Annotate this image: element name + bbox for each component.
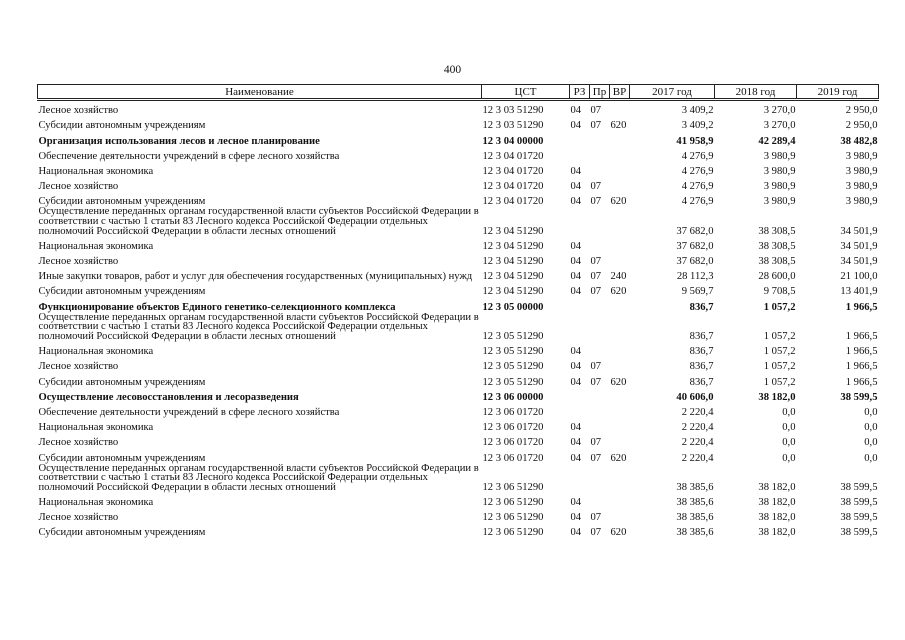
- row-name: Обеспечение деятельности учреждений в сфере лесного хозяйства: [38, 150, 340, 162]
- row-pr: 07: [590, 286, 602, 298]
- row-pr: [590, 147, 610, 162]
- row-name: Осуществление переданных органам государственной власти субъектов Российской Федерации в соответствии с частью 1 статьи 83 Лесного кодекса Российской Федерации отдельных полномочий Российской Федерации в области лесных отношений: [38, 312, 479, 343]
- row-pr: [590, 464, 610, 493]
- row-vr: [610, 297, 630, 312]
- row-name: Лесное хозяйство: [38, 437, 119, 449]
- table-row: [38, 433, 879, 448]
- row-vr: 620: [610, 286, 627, 298]
- table-row: [38, 297, 879, 312]
- row-cst: 12 3 06 51290: [482, 512, 544, 524]
- row-cst: 12 3 06 51290: [482, 497, 544, 509]
- row-cst: 12 3 04 51290: [482, 256, 544, 268]
- row-value-2019: 2 950,0: [845, 120, 878, 132]
- table-row: [38, 403, 879, 418]
- row-value-2018: 3 980,9: [763, 165, 796, 177]
- row-name: Организация использования лесов и лесное планирование: [38, 135, 320, 147]
- row-value-2019: 1 966,5: [845, 331, 878, 343]
- row-cst: 12 3 03 51290: [482, 105, 544, 117]
- row-name: Осуществление переданных органам государственной власти субъектов Российской Федерации в соответствии с частью 1 статьи 83 Лесного кодекса Российской Федерации отдельных полномочий Российской Федерации в области лесных отношений: [38, 207, 479, 237]
- table-row: [38, 357, 879, 372]
- row-value-2017: 41 958,9: [676, 135, 714, 147]
- table-row: [38, 448, 879, 463]
- row-value-2018: 38 308,5: [758, 256, 796, 268]
- row-rz: 04: [570, 361, 582, 373]
- row-value-2019: 34 501,9: [840, 256, 878, 268]
- row-value-2017: 4 276,9: [681, 150, 714, 162]
- row-name: Субсидии автономным учреждениям: [38, 196, 206, 208]
- row-value-2017: 3 409,2: [681, 105, 714, 117]
- row-name: Субсидии автономным учреждениям: [38, 527, 206, 539]
- row-name: Функционирование объектов Единого генетико-селекционного комплекса: [38, 301, 396, 313]
- row-rz: 04: [570, 181, 582, 193]
- table-header-row: [38, 85, 879, 100]
- row-pr: 07: [590, 120, 602, 132]
- row-value-2019: 3 980,9: [845, 181, 878, 193]
- table-row: [38, 372, 879, 387]
- row-value-2017: 836,7: [689, 376, 714, 388]
- row-value-2017: 836,7: [689, 361, 714, 373]
- row-value-2017: 38 385,6: [676, 512, 714, 524]
- table-row: [38, 192, 879, 207]
- row-value-2018: 38 182,0: [758, 527, 796, 539]
- header-pr: Пр: [590, 85, 610, 100]
- row-pr: [590, 237, 610, 252]
- row-cst: 12 3 06 01720: [482, 406, 544, 418]
- row-value-2018: 1 057,2: [763, 301, 796, 313]
- budget-table: [37, 84, 879, 538]
- row-value-2019: 38 599,5: [840, 527, 878, 539]
- row-rz: 04: [570, 437, 582, 449]
- row-pr: [590, 207, 610, 236]
- row-pr: 07: [590, 271, 602, 283]
- row-vr: [610, 464, 630, 493]
- row-rz: [570, 313, 590, 342]
- row-value-2018: 3 270,0: [763, 105, 796, 117]
- row-value-2018: 0,0: [782, 406, 796, 418]
- row-rz: 04: [570, 286, 582, 298]
- row-vr: [610, 418, 630, 433]
- row-vr: [610, 131, 630, 146]
- row-rz: 04: [570, 240, 582, 252]
- row-rz: [570, 297, 590, 312]
- header-2019: 2019 год: [797, 85, 879, 100]
- row-value-2018: 38 182,0: [758, 497, 796, 509]
- row-value-2019: 3 980,9: [845, 165, 878, 177]
- row-name: Лесное хозяйство: [38, 256, 119, 268]
- header-2018: 2018 год: [715, 85, 797, 100]
- row-name: Осуществление переданных органам государственной власти субъектов Российской Федерации в соответствии с частью 1 статьи 83 Лесного кодекса Российской Федерации отдельных полномочий Российской Федерации в области лесных отношений: [38, 463, 479, 493]
- row-cst: 12 3 04 51290: [482, 240, 544, 252]
- row-vr: [610, 237, 630, 252]
- row-rz: [570, 207, 590, 236]
- row-value-2017: 3 409,2: [681, 120, 714, 132]
- row-pr: [590, 313, 610, 342]
- table-row: [38, 282, 879, 297]
- row-value-2017: 2 220,4: [681, 452, 714, 464]
- row-value-2018: 9 708,5: [763, 286, 796, 298]
- table-row: [38, 237, 879, 252]
- row-cst: 12 3 04 51290: [482, 286, 544, 298]
- row-value-2019: 1 966,5: [845, 301, 878, 313]
- header-2017: 2017 год: [630, 85, 715, 100]
- row-vr: [610, 162, 630, 177]
- row-value-2019: 38 482,8: [840, 135, 878, 147]
- row-vr: 620: [610, 452, 627, 464]
- row-value-2017: 4 276,9: [681, 181, 714, 193]
- row-cst: 12 3 06 01720: [482, 452, 544, 464]
- row-value-2019: 38 599,5: [840, 497, 878, 509]
- row-cst: 12 3 04 00000: [482, 135, 544, 147]
- table-row: [38, 464, 879, 493]
- table-row: [38, 100, 879, 117]
- row-name: Субсидии автономным учреждениям: [38, 120, 206, 132]
- row-value-2019: 0,0: [864, 452, 878, 464]
- row-name: Осуществление лесовосстановления и лесоразведения: [38, 391, 299, 403]
- row-vr: [610, 493, 630, 508]
- row-vr: 620: [610, 120, 627, 132]
- row-rz: [570, 464, 590, 493]
- row-cst: 12 3 05 51290: [482, 346, 544, 358]
- row-vr: [610, 147, 630, 162]
- row-value-2018: 0,0: [782, 422, 796, 434]
- row-vr: [610, 313, 630, 342]
- row-name: Лесное хозяйство: [38, 181, 119, 193]
- row-value-2018: 3 980,9: [763, 181, 796, 193]
- row-value-2017: 2 220,4: [681, 437, 714, 449]
- row-name: Обеспечение деятельности учреждений в сфере лесного хозяйства: [38, 406, 340, 418]
- row-vr: 620: [610, 376, 627, 388]
- row-rz: [570, 131, 590, 146]
- row-cst: 12 3 06 51290: [482, 481, 544, 493]
- row-name: Национальная экономика: [38, 240, 154, 252]
- table-body: [38, 100, 879, 539]
- row-name: Субсидии автономным учреждениям: [38, 376, 206, 388]
- table-row: [38, 523, 879, 538]
- row-value-2017: 40 606,0: [676, 391, 714, 403]
- row-pr: [590, 388, 610, 403]
- row-value-2017: 9 569,7: [681, 286, 714, 298]
- row-vr: 620: [610, 527, 627, 539]
- table-row: [38, 342, 879, 357]
- row-pr: 07: [590, 437, 602, 449]
- row-cst: 12 3 05 00000: [482, 301, 544, 313]
- row-value-2019: 21 100,0: [840, 271, 878, 283]
- header-vr: ВР: [610, 85, 630, 100]
- row-vr: [610, 508, 630, 523]
- row-value-2017: 836,7: [689, 346, 714, 358]
- row-rz: 04: [570, 120, 582, 132]
- row-pr: [590, 162, 610, 177]
- row-pr: 07: [590, 181, 602, 193]
- row-rz: 04: [570, 452, 582, 464]
- row-rz: 04: [570, 497, 582, 509]
- row-value-2017: 38 385,6: [676, 481, 714, 493]
- row-pr: 07: [590, 512, 602, 524]
- row-value-2017: 4 276,9: [681, 165, 714, 177]
- row-pr: 07: [590, 527, 602, 539]
- row-value-2018: 28 600,0: [758, 271, 796, 283]
- row-value-2019: 38 599,5: [840, 512, 878, 524]
- row-pr: [590, 297, 610, 312]
- row-value-2018: 3 980,9: [763, 196, 796, 208]
- row-pr: 07: [590, 256, 602, 268]
- table-row: [38, 493, 879, 508]
- row-value-2017: 37 682,0: [676, 240, 714, 252]
- row-name: Национальная экономика: [38, 165, 154, 177]
- table-row: [38, 131, 879, 146]
- row-name: Национальная экономика: [38, 497, 154, 509]
- header-cst: ЦСТ: [482, 85, 570, 100]
- row-rz: 04: [570, 271, 582, 283]
- row-rz: 04: [570, 346, 582, 358]
- row-name: Лесное хозяйство: [38, 512, 119, 524]
- row-value-2019: 2 950,0: [845, 105, 878, 117]
- row-value-2017: 836,7: [689, 331, 714, 343]
- row-value-2019: 34 501,9: [840, 240, 878, 252]
- row-vr: [610, 433, 630, 448]
- table-row: [38, 147, 879, 162]
- row-pr: [590, 493, 610, 508]
- row-pr: [590, 418, 610, 433]
- row-cst: 12 3 04 01720: [482, 165, 544, 177]
- row-cst: 12 3 04 51290: [482, 271, 544, 283]
- row-rz: [570, 403, 590, 418]
- row-cst: 12 3 04 01720: [482, 181, 544, 193]
- row-pr: 07: [590, 105, 602, 117]
- row-value-2017: 2 220,4: [681, 406, 714, 418]
- row-value-2018: 0,0: [782, 452, 796, 464]
- row-cst: 12 3 05 51290: [482, 331, 544, 343]
- row-vr: [610, 388, 630, 403]
- row-pr: [590, 131, 610, 146]
- row-name: Субсидии автономным учреждениям: [38, 286, 206, 298]
- row-rz: [570, 147, 590, 162]
- row-value-2018: 1 057,2: [763, 376, 796, 388]
- row-value-2017: 38 385,6: [676, 527, 714, 539]
- row-rz: 04: [570, 256, 582, 268]
- row-pr: [590, 342, 610, 357]
- row-value-2019: 0,0: [864, 437, 878, 449]
- table-row: [38, 418, 879, 433]
- row-value-2018: 38 308,5: [758, 240, 796, 252]
- row-name: Субсидии автономным учреждениям: [38, 452, 206, 464]
- row-value-2017: 37 682,0: [676, 225, 714, 237]
- row-value-2018: 0,0: [782, 437, 796, 449]
- row-cst: 12 3 03 51290: [482, 120, 544, 132]
- row-value-2018: 1 057,2: [763, 331, 796, 343]
- row-value-2017: 38 385,6: [676, 497, 714, 509]
- row-vr: [610, 252, 630, 267]
- table-row: [38, 508, 879, 523]
- row-rz: 04: [570, 512, 582, 524]
- row-pr: 07: [590, 361, 602, 373]
- row-rz: 04: [570, 376, 582, 388]
- row-value-2019: 3 980,9: [845, 150, 878, 162]
- row-cst: 12 3 05 51290: [482, 376, 544, 388]
- row-cst: 12 3 04 01720: [482, 196, 544, 208]
- row-value-2019: 34 501,9: [840, 225, 878, 237]
- row-rz: 04: [570, 105, 582, 117]
- row-value-2017: 4 276,9: [681, 196, 714, 208]
- row-name: Национальная экономика: [38, 422, 154, 434]
- row-value-2019: 1 966,5: [845, 376, 878, 388]
- row-value-2017: 37 682,0: [676, 256, 714, 268]
- row-rz: 04: [570, 165, 582, 177]
- row-name: Иные закупки товаров, работ и услуг для обеспечения государственных (муниципальных) нужд: [38, 271, 473, 283]
- row-cst: 12 3 05 51290: [482, 361, 544, 373]
- row-value-2018: 38 182,0: [758, 391, 796, 403]
- row-vr: [610, 403, 630, 418]
- row-vr: [610, 342, 630, 357]
- row-cst: 12 3 06 01720: [482, 437, 544, 449]
- row-value-2019: 38 599,5: [840, 391, 878, 403]
- row-cst: 12 3 06 01720: [482, 422, 544, 434]
- row-value-2019: 38 599,5: [840, 481, 878, 493]
- row-value-2018: 1 057,2: [763, 346, 796, 358]
- row-value-2017: 836,7: [689, 301, 714, 313]
- table-row: [38, 207, 879, 236]
- row-cst: 12 3 06 51290: [482, 527, 544, 539]
- row-vr: 240: [610, 271, 627, 283]
- row-value-2019: 0,0: [864, 422, 878, 434]
- table-row: [38, 267, 879, 282]
- row-vr: [610, 177, 630, 192]
- row-value-2018: 3 980,9: [763, 150, 796, 162]
- row-value-2018: 38 182,0: [758, 512, 796, 524]
- row-name: Лесное хозяйство: [38, 105, 119, 117]
- table-row: [38, 162, 879, 177]
- row-pr: 07: [590, 196, 602, 208]
- row-vr: [610, 207, 630, 236]
- row-value-2018: 38 182,0: [758, 481, 796, 493]
- row-vr: [610, 100, 630, 117]
- row-value-2019: 13 401,9: [840, 286, 878, 298]
- row-value-2017: 28 112,3: [676, 271, 714, 283]
- row-value-2018: 42 289,4: [758, 135, 796, 147]
- row-value-2019: 0,0: [864, 406, 878, 418]
- row-cst: 12 3 04 01720: [482, 150, 544, 162]
- header-rz: РЗ: [570, 85, 590, 100]
- row-rz: 04: [570, 422, 582, 434]
- table-row: [38, 388, 879, 403]
- table-row: [38, 252, 879, 267]
- row-pr: 07: [590, 452, 602, 464]
- row-name: Национальная экономика: [38, 346, 154, 358]
- row-value-2019: 3 980,9: [845, 196, 878, 208]
- row-rz: 04: [570, 196, 582, 208]
- row-value-2019: 1 966,5: [845, 346, 878, 358]
- row-pr: 07: [590, 376, 602, 388]
- row-rz: 04: [570, 527, 582, 539]
- row-value-2018: 1 057,2: [763, 361, 796, 373]
- row-value-2018: 3 270,0: [763, 120, 796, 132]
- row-value-2019: 1 966,5: [845, 361, 878, 373]
- row-value-2018: 38 308,5: [758, 225, 796, 237]
- table-row: [38, 116, 879, 131]
- table-row: [38, 177, 879, 192]
- row-cst: 12 3 04 51290: [482, 225, 544, 237]
- row-vr: [610, 357, 630, 372]
- row-name: Лесное хозяйство: [38, 361, 119, 373]
- row-pr: [590, 403, 610, 418]
- row-rz: [570, 388, 590, 403]
- row-vr: 620: [610, 196, 627, 208]
- page-number: 400: [443, 64, 462, 76]
- row-value-2017: 2 220,4: [681, 422, 714, 434]
- header-name: Наименование: [38, 85, 482, 100]
- table-row: [38, 313, 879, 342]
- row-cst: 12 3 06 00000: [482, 391, 544, 403]
